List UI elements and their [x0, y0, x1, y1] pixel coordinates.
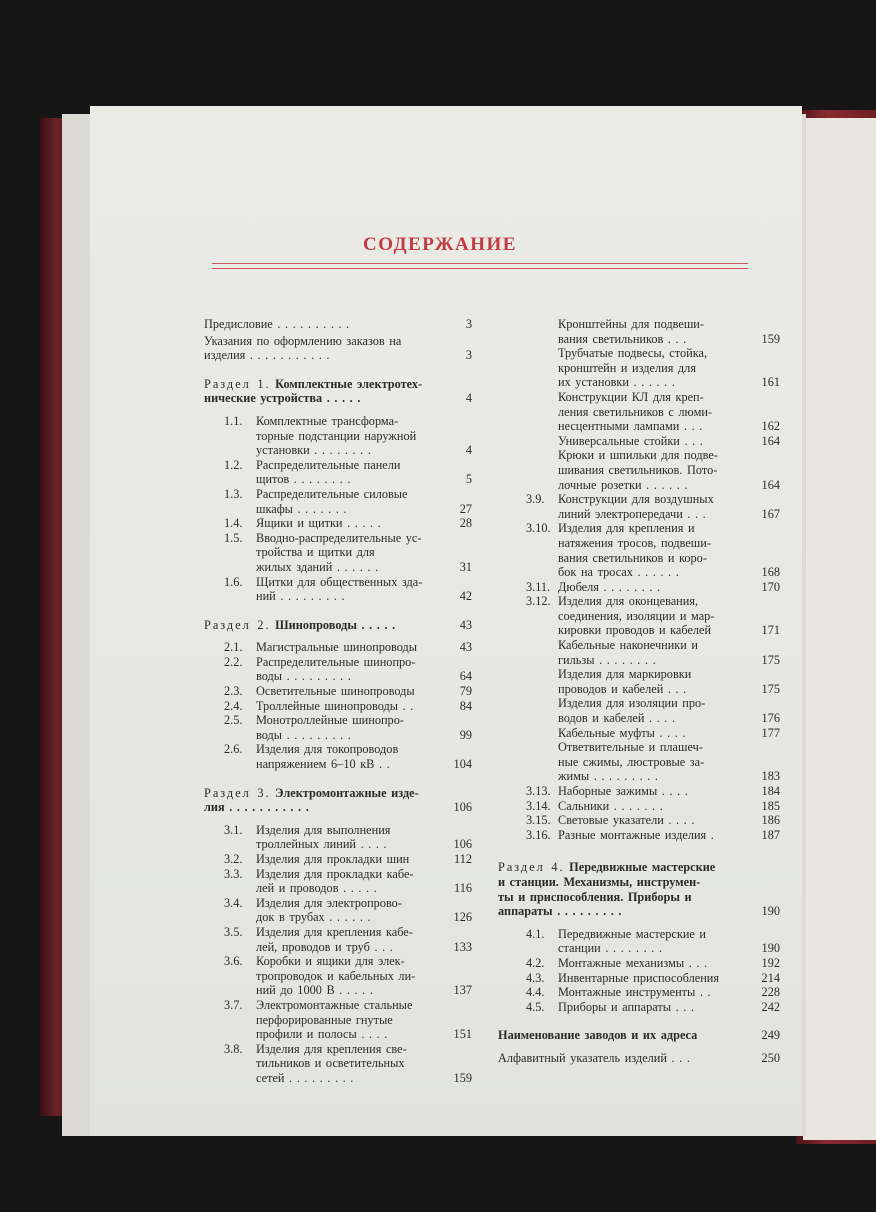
toc-entry[interactable]	[204, 1042, 472, 1086]
entry-line: Магистральные шинопроводы	[256, 640, 418, 655]
entry-line: шкафы . . . . . . .	[256, 501, 347, 516]
entry-line: троллейных линий . . . .	[256, 837, 387, 852]
entry-line: Приборы и аппараты . . .	[558, 999, 694, 1014]
entry-line: Алфавитный указатель изделий . . .	[498, 1050, 690, 1065]
page-number: 242	[761, 999, 780, 1014]
toc-entry[interactable]	[204, 414, 472, 458]
page-number: 168	[761, 565, 780, 580]
entry-line: Распределительные силовые	[256, 486, 408, 501]
section-number: 1.3.	[224, 486, 243, 501]
page-number: 183	[761, 769, 780, 784]
entry-line: Кронштейны для подвеши-	[558, 317, 704, 331]
entry-line: лей и проводов . . . . .	[256, 881, 377, 896]
toc-entry[interactable]	[204, 531, 472, 575]
toc-entry[interactable]	[498, 521, 780, 579]
title-rule	[212, 263, 748, 269]
toc-entry[interactable]	[204, 458, 472, 487]
page-number: 187	[761, 827, 780, 842]
page-number: 190	[761, 941, 780, 956]
section-number: 1.5.	[224, 530, 243, 545]
entry-line: Изделия для изоляции про-	[558, 696, 706, 711]
toc-entry-factories[interactable]	[498, 1028, 780, 1043]
entry-line: лей, проводов и труб . . .	[256, 939, 393, 954]
section-number: 4.3.	[526, 970, 545, 985]
entry-line: станции . . . . . . . .	[558, 941, 662, 956]
section-1	[204, 377, 472, 604]
entry-line: изделия . . . . . . . . . . .	[204, 348, 330, 363]
toc-entry[interactable]	[204, 823, 472, 852]
section-number: 1.1.	[224, 413, 243, 428]
section-title: Комплектные электротех-	[275, 376, 423, 391]
entry-line: ления светильников с люми-	[558, 404, 713, 419]
entry-line: Изделия для крепления и	[558, 521, 695, 536]
entry-line: ний до 1000 В . . . . .	[256, 983, 373, 998]
entry-line: щитов . . . . . . . .	[256, 472, 351, 487]
section-title: Электромонтажные изде-	[275, 785, 419, 800]
entry-line: жилых зданий . . . . . .	[256, 559, 379, 574]
section-number: 3.5.	[224, 924, 243, 939]
section-label: Раздел 2.	[204, 617, 271, 632]
page-number: 84	[459, 698, 472, 713]
page-number: 170	[761, 579, 780, 594]
toc-entry[interactable]	[498, 667, 780, 696]
section-heading[interactable]	[204, 618, 472, 633]
entry-line: воды . . . . . . . . .	[256, 727, 351, 742]
entry-line: лочные розетки . . . . . .	[558, 477, 688, 492]
toc-entry[interactable]	[498, 696, 780, 725]
page-number: 176	[761, 711, 780, 726]
toc-entry[interactable]	[498, 971, 780, 986]
section-4	[498, 860, 780, 1014]
entry-line: соединения, изоляции и мар-	[558, 608, 715, 623]
entry-line: Распределительные панели	[256, 457, 401, 472]
page-number: 159	[453, 1070, 472, 1085]
section-number: 4.2.	[526, 955, 545, 970]
heading-line: аппараты . . . . . . . . .	[498, 904, 622, 919]
page-number: 184	[761, 784, 780, 798]
toc-entry[interactable]	[498, 740, 780, 784]
entry-line: торные подстанции наружной	[256, 428, 417, 443]
page-number: 64	[459, 669, 472, 684]
toc-entry[interactable]	[204, 487, 472, 516]
entry-line: Осветительные шинопроводы	[256, 684, 415, 699]
page-number: 175	[761, 652, 780, 667]
entry-line: вания светильников и коро-	[558, 550, 707, 565]
page-number: 27	[459, 501, 472, 516]
toc-entry[interactable]	[498, 784, 780, 799]
toc-entry[interactable]	[498, 799, 780, 814]
section-number: 3.1.	[224, 822, 243, 837]
page-number: 4	[465, 391, 472, 406]
toc-entry[interactable]	[498, 594, 780, 638]
entry-line: Изделия для крепления све-	[256, 1041, 407, 1056]
section-number: 3.12.	[526, 594, 551, 609]
heading-line	[204, 786, 442, 801]
toc-entry[interactable]	[204, 575, 472, 604]
toc-entry[interactable]	[498, 317, 780, 346]
section-number: 2.5.	[224, 713, 243, 728]
toc-entry[interactable]	[498, 434, 780, 449]
entry-line: Троллейные шинопроводы . .	[256, 698, 414, 713]
entry-line: Вводно-распределительные ус-	[256, 530, 422, 545]
page-number: 106	[453, 837, 472, 852]
section-number: 4.1.	[526, 926, 545, 941]
section-number: 1.4.	[224, 516, 243, 531]
page-number: 175	[761, 681, 780, 696]
toc-entry[interactable]	[204, 954, 472, 998]
section-number: 3.15.	[526, 813, 551, 828]
toc-entry[interactable]	[204, 896, 472, 925]
section-number: 2.6.	[224, 742, 243, 757]
page-number: 151	[453, 1027, 472, 1042]
entry-line: проводов и кабелей . . .	[558, 681, 687, 696]
section-label: Раздел 4.	[498, 860, 565, 875]
heading-line: ты и приспособления. Приборы и	[498, 889, 692, 904]
page-title: СОДЕРЖАНИЕ	[363, 234, 517, 255]
entry-line: Изделия для токопроводов	[256, 742, 399, 757]
entry-line: тройства и щитки для	[256, 545, 375, 560]
entry-line: перфорированные гнутые	[256, 1012, 393, 1027]
page-number: 133	[453, 939, 472, 954]
entry-line: Кабельные муфты . . . .	[558, 725, 686, 740]
page-number: 106	[453, 800, 472, 815]
entry-line: Изделия для прокладки шин	[256, 852, 410, 866]
page-number: 190	[761, 904, 780, 919]
entry-line: тильников и осветительных	[256, 1056, 405, 1071]
right-page-edge	[803, 118, 876, 1140]
entry-line: Монтажные инструменты . .	[558, 985, 711, 1000]
section-number: 3.11.	[526, 579, 551, 594]
toc-entry[interactable]	[498, 927, 780, 956]
entry-line: Универсальные стойки . . .	[558, 433, 703, 448]
right-column	[498, 317, 780, 1066]
section-number: 3.9.	[526, 492, 545, 507]
section-number: 1.2.	[224, 457, 243, 472]
heading-line: и станции. Механизмы, инструмен-	[498, 874, 701, 889]
page-number: 171	[761, 623, 780, 638]
heading-line: нические устройства . . . . .	[204, 391, 361, 406]
section-heading[interactable]	[204, 377, 472, 406]
entry-line: сетей . . . . . . . . .	[256, 1070, 354, 1085]
entry-line: Ящики и щитки . . . . .	[256, 516, 381, 531]
page-number: 43	[459, 617, 472, 632]
page-number: 31	[459, 559, 472, 574]
page-number: 177	[761, 725, 780, 740]
page-number: 164	[761, 477, 780, 492]
entry-line: шивания светильников. Пото-	[558, 462, 718, 477]
page-number: 186	[761, 813, 780, 828]
section-2	[204, 618, 472, 772]
page-number: 5	[465, 472, 472, 487]
entry-line: Монотроллейные шинопро-	[256, 713, 404, 728]
page-number: 167	[761, 506, 780, 521]
entry-line: Щитки для общественных зда-	[256, 574, 423, 589]
section-number: 4.4.	[526, 985, 545, 1000]
section-number: 3.16.	[526, 827, 551, 842]
section-number: 1.6.	[224, 574, 243, 589]
entry-line: кронштейн и изделия для	[558, 360, 696, 375]
page-number: 104	[453, 757, 472, 772]
section-title: Передвижные мастерские	[569, 860, 716, 875]
section-number: 3.6.	[224, 954, 243, 969]
section-heading[interactable]	[498, 860, 780, 918]
toc-entry[interactable]	[204, 699, 472, 714]
section-number: 3.8.	[224, 1041, 243, 1056]
toc-entry[interactable]	[498, 813, 780, 828]
toc-entry[interactable]	[204, 516, 472, 531]
page-number: 3	[465, 317, 472, 331]
section-number: 3.4.	[224, 895, 243, 910]
entry-line: Изделия для электропрово-	[256, 895, 402, 910]
toc-entry[interactable]	[498, 580, 780, 595]
entry-line: Трубчатые подвесы, стойка,	[558, 346, 708, 361]
toc-entry[interactable]	[498, 726, 780, 741]
entry-line: Наименование заводов и их адреса	[498, 1028, 698, 1043]
entry-line: Комплектные трансформа-	[256, 413, 399, 428]
page-number: 4	[465, 443, 472, 458]
heading-line: лия . . . . . . . . . . .	[204, 800, 309, 815]
entry-line: Конструкции для воздушных	[558, 492, 714, 507]
entry-line: Указания по оформлению заказов на	[204, 333, 402, 348]
toc-entry[interactable]	[498, 390, 780, 434]
entry-line: Коробки и ящики для элек-	[256, 954, 405, 969]
section-number: 3.13.	[526, 784, 551, 798]
entry-line: Сальники . . . . . . .	[558, 798, 663, 813]
entry-line: Разные монтажные изделия .	[558, 827, 714, 842]
entry-line: кировки проводов и кабелей	[558, 623, 712, 638]
toc-entry-preface[interactable]	[204, 317, 472, 332]
heading-line	[204, 377, 442, 392]
section-number: 2.4.	[224, 698, 243, 713]
entry-line: вания светильников . . .	[558, 331, 687, 346]
toc-entry[interactable]	[204, 998, 472, 1042]
entry-line: установки . . . . . . . .	[256, 443, 371, 458]
entry-line: Распределительные шинопро-	[256, 654, 416, 669]
entry-line: натяжения тросов, подвеши-	[558, 535, 711, 550]
toc-entry[interactable]	[498, 1000, 780, 1015]
contents-page	[90, 106, 802, 1136]
heading-line	[498, 860, 750, 875]
section-label: Раздел 1.	[204, 376, 271, 391]
toc-entry[interactable]	[204, 713, 472, 742]
entry-line: Передвижные мастерские и	[558, 926, 707, 941]
entry-line: Кабельные наконечники и	[558, 638, 698, 653]
page-number: 228	[761, 985, 780, 1000]
page-number: 162	[761, 419, 780, 434]
page-number: 126	[453, 910, 472, 925]
toc-entry[interactable]	[498, 985, 780, 1000]
page-number: 42	[459, 589, 472, 604]
toc-entry[interactable]	[204, 640, 472, 655]
page-number: 249	[761, 1028, 780, 1043]
page-number: 137	[453, 983, 472, 998]
entry-line: Крюки и шпильки для подве-	[558, 448, 718, 463]
section-number: 3.7.	[224, 997, 243, 1012]
section-number: 2.1.	[224, 640, 243, 655]
toc-entry[interactable]	[498, 828, 780, 843]
page-number: 164	[761, 433, 780, 448]
entry-line: Инвентарные приспособления	[558, 970, 720, 985]
entry-line: Конструкции КЛ для креп-	[558, 389, 704, 404]
left-column	[204, 317, 472, 1086]
section-number: 2.2.	[224, 654, 243, 669]
page-number: 214	[761, 970, 780, 985]
entry-line: ные сжимы, люстровые за-	[558, 754, 705, 769]
page-number: 250	[761, 1050, 780, 1065]
toc-entry[interactable]	[498, 448, 780, 492]
toc-entry[interactable]	[204, 742, 472, 771]
section-number: 3.2.	[224, 852, 243, 866]
entry-line: Изделия для оконцевания,	[558, 594, 699, 609]
toc-entry[interactable]	[498, 956, 780, 971]
entry-line: профили и полосы . . . .	[256, 1027, 388, 1042]
entry-line: линий электропередачи . . .	[558, 506, 706, 521]
page-number: 43	[459, 640, 472, 655]
entry-line: Монтажные механизмы . . .	[558, 955, 708, 970]
entry-line: их установки . . . . . .	[558, 375, 675, 390]
page-number: 159	[761, 331, 780, 346]
entry-line: Изделия для маркировки	[558, 667, 692, 682]
section-label: Раздел 3.	[204, 785, 271, 800]
section-title: Шинопроводы . . . . .	[275, 617, 396, 632]
toc-entry[interactable]	[204, 684, 472, 699]
entry-line: Предисловие . . . . . . . . . .	[204, 317, 350, 331]
section-number: 3.3.	[224, 866, 243, 881]
toc-entry[interactable]	[498, 346, 780, 390]
entry-line: жимы . . . . . . . . .	[558, 769, 658, 784]
section-number: 3.10.	[526, 521, 551, 536]
section-number: 4.5.	[526, 999, 545, 1014]
page-number: 116	[454, 881, 472, 896]
entry-line: Изделия для крепления кабе-	[256, 924, 413, 939]
page-number: 99	[459, 727, 472, 742]
entry-line: воды . . . . . . . . .	[256, 669, 351, 684]
entry-line: Изделия для прокладки кабе-	[256, 866, 414, 881]
toc-entry-index[interactable]	[498, 1051, 780, 1066]
entry-line: гильзы . . . . . . . .	[558, 652, 656, 667]
entry-line: док в трубах . . . . . .	[256, 910, 371, 925]
right-items	[498, 317, 780, 842]
toc-entry[interactable]	[204, 655, 472, 684]
entry-line: водов и кабелей . . . .	[558, 711, 676, 726]
entry-line: Электромонтажные стальные	[256, 997, 413, 1012]
page-number: 192	[761, 955, 780, 970]
entry-line: Световые указатели . . . .	[558, 813, 695, 828]
entry-line: бок на тросах . . . . . .	[558, 565, 679, 580]
section-3	[204, 786, 472, 1086]
toc-entry-orders[interactable]	[204, 334, 472, 363]
toc-entry[interactable]	[498, 638, 780, 667]
section-heading[interactable]	[204, 786, 472, 815]
page-number: 79	[459, 684, 472, 699]
toc-entry[interactable]	[204, 925, 472, 954]
entry-line: Наборные зажимы . . . .	[558, 784, 688, 798]
section-number: 3.14.	[526, 798, 551, 813]
toc-entry[interactable]	[204, 867, 472, 896]
entry-line: напряжением 6–10 кВ . .	[256, 757, 390, 772]
heading-line	[204, 618, 442, 633]
entry-line: тропроводок и кабельных ли-	[256, 968, 416, 983]
entry-line: Ответвительные и плашеч-	[558, 740, 703, 755]
entry-line: Изделия для выполнения	[256, 822, 391, 837]
toc-entry[interactable]	[204, 852, 472, 867]
entry-line: Дюбеля . . . . . . . .	[558, 579, 661, 594]
page-number: 3	[465, 348, 472, 363]
page-number: 112	[454, 852, 472, 866]
entry-line: несцентными лампами . . .	[558, 419, 703, 434]
page-number: 161	[761, 375, 780, 390]
page-number: 28	[459, 516, 472, 531]
page-number: 185	[761, 798, 780, 813]
section-number: 2.3.	[224, 684, 243, 699]
entry-line: ний . . . . . . . . .	[256, 589, 345, 604]
toc-entry[interactable]	[498, 492, 780, 521]
